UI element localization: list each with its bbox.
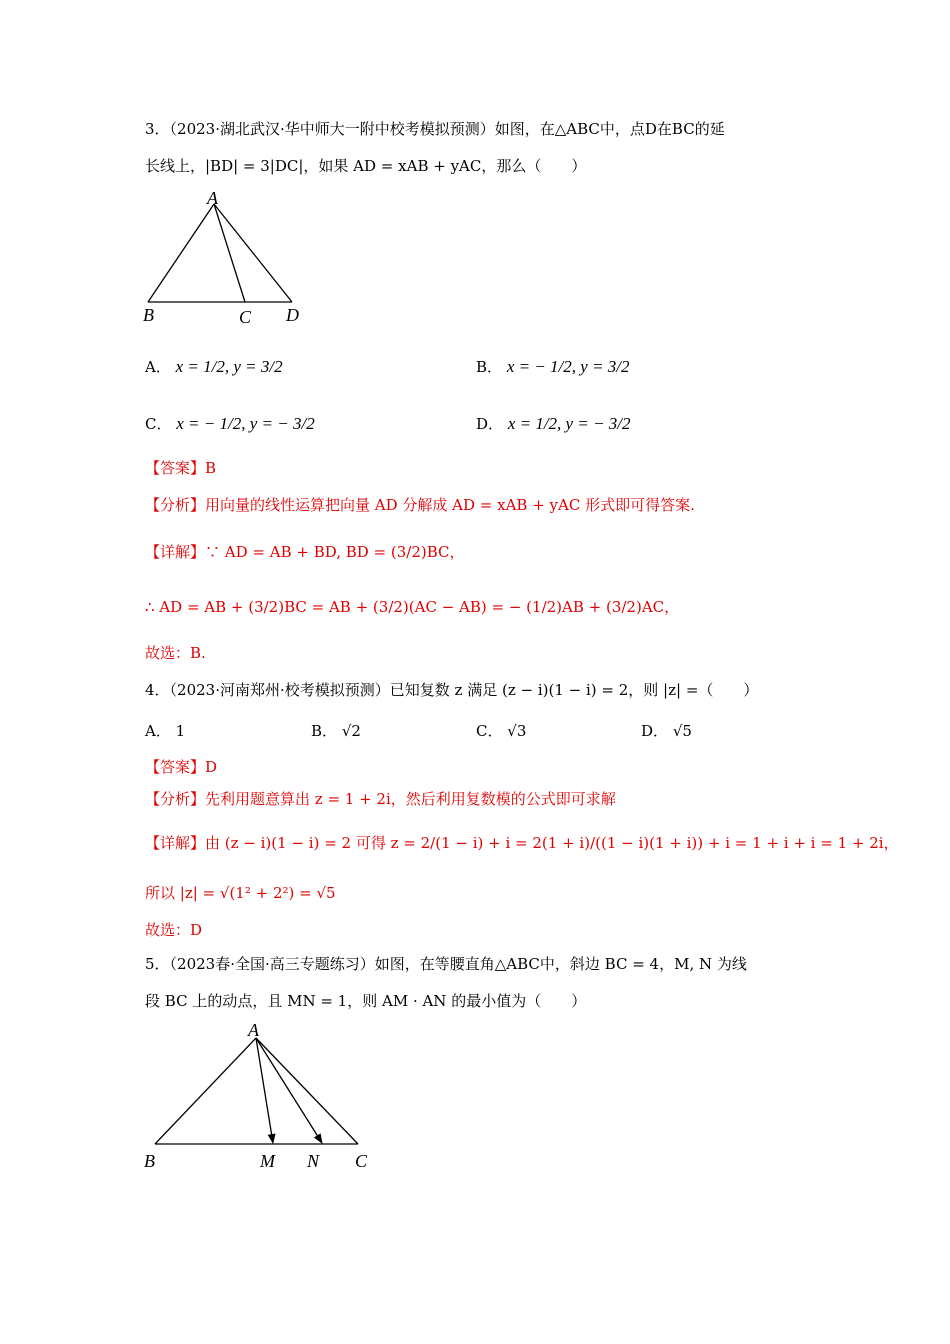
q3-option-b[interactable] xyxy=(476,356,630,377)
q3-choice: 故选：B. xyxy=(145,644,206,662)
q4-stem: 4．（2023·河南郑州·校考模拟预测）已知复数 z 满足 (z − i)(1 − i) = 2，则 |z| =（ ） xyxy=(145,681,759,699)
q3-option-a[interactable] xyxy=(145,356,283,377)
q3-label-c: C xyxy=(239,307,252,327)
q5-stem-line1: 5．（2023春·全国·高三专题练习）如图，在等腰直角△ABC中，斜边 BC = 4，M, N 为线 xyxy=(145,955,747,973)
q5-label-a: A xyxy=(248,1020,259,1040)
q4-option-d-text: √5 xyxy=(672,722,692,740)
q4-option-d-key: D． xyxy=(641,722,669,740)
q4-option-b-text: √2 xyxy=(341,722,361,740)
q3-stem-line1: 3．（2023·湖北武汉·华中师大一附中校考模拟预测）如图，在△ABC中，点D在BC的延 xyxy=(145,120,725,138)
q3-triangle-figure xyxy=(140,188,310,327)
q3-option-d[interactable] xyxy=(476,413,631,434)
q3-option-b-key: B． xyxy=(476,358,503,376)
q5-side-ab xyxy=(155,1038,256,1144)
q3-option-a-key: A． xyxy=(145,358,171,376)
q4-option-c-key: C． xyxy=(476,722,503,740)
q3-label-d: D xyxy=(286,305,299,325)
q5-triangle-figure xyxy=(140,1022,380,1172)
q4-detail-line1: 【详解】由 (z − i)(1 − i) = 2 可得 z = 2/(1 − i) + i = 2(1 + i)/((1 − i)(1 + i)) + i = 1 + i + i = 1 + 2i， xyxy=(145,834,899,852)
q3-detail-line2: ∴ AD = AB + (3/2)BC = AB + (3/2)(AC − AB) = − (1/2)AB + (3/2)AC， xyxy=(145,598,680,616)
q3-analysis: 【分析】用向量的线性运算把向量 AD 分解成 AD = xAB + yAC 形式即可得答案. xyxy=(145,496,695,514)
q3-stem-line2: 长线上，|BD| = 3|DC|，如果 AD = xAB + yAC，那么（ ） xyxy=(145,157,587,175)
q3-detail-line1: 【详解】∵ AD = AB + BD, BD = (3/2)BC， xyxy=(145,543,465,561)
q4-option-b[interactable] xyxy=(311,720,361,741)
q3-option-c[interactable] xyxy=(145,413,315,434)
q5-label-m: M xyxy=(260,1151,275,1171)
q3-side-ac xyxy=(214,204,245,302)
q3-answer: 【答案】B xyxy=(145,459,217,477)
q3-side-ad xyxy=(214,204,292,302)
q4-answer: 【答案】D xyxy=(145,758,218,776)
q4-option-c[interactable] xyxy=(476,720,526,741)
q3-label-b: B xyxy=(143,305,154,325)
q5-label-n: N xyxy=(307,1151,320,1171)
q3-option-b-text: x = − 1/2, y = 3/2 xyxy=(506,357,630,376)
q3-label-a: A xyxy=(207,188,218,208)
q5-stem-line2: 段 BC 上的动点，且 MN = 1，则 AM · AN 的最小值为（ ） xyxy=(145,992,587,1010)
q4-choice: 故选：D xyxy=(145,921,203,939)
q5-label-c: C xyxy=(355,1151,368,1171)
q3-option-d-key: D． xyxy=(476,415,504,433)
q4-option-b-key: B． xyxy=(311,722,338,740)
q5-vector-an xyxy=(256,1038,322,1143)
q4-option-a-key: A． xyxy=(145,722,171,740)
q4-option-c-text: √3 xyxy=(507,722,527,740)
q3-option-a-text: x = 1/2, y = 3/2 xyxy=(175,357,283,376)
q4-option-d[interactable] xyxy=(641,720,692,741)
q3-side-ab xyxy=(148,204,214,302)
q5-label-b: B xyxy=(144,1151,155,1171)
q3-option-d-text: x = 1/2, y = − 3/2 xyxy=(507,414,631,433)
q3-option-c-text: x = − 1/2, y = − 3/2 xyxy=(176,414,315,433)
q4-option-a-text: 1 xyxy=(175,722,186,740)
q5-side-ac xyxy=(256,1038,358,1144)
q4-detail-line2: 所以 |z| = √(1² + 2²) = √5 xyxy=(145,884,336,902)
q3-option-c-key: C． xyxy=(145,415,172,433)
q4-option-a[interactable] xyxy=(145,720,185,741)
q4-analysis: 【分析】先利用题意算出 z = 1 + 2i，然后利用复数模的公式即可求解 xyxy=(145,790,616,808)
